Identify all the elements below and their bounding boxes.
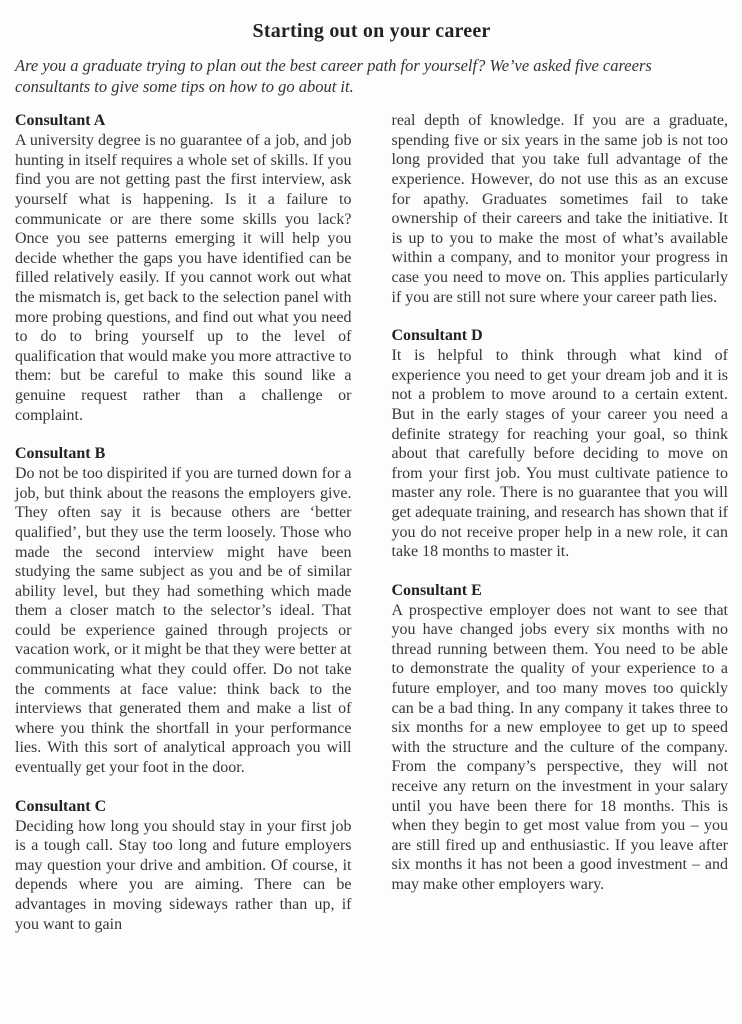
consultant-c-continued-text: real depth of knowledge. If you are a graduate, spending five or six years in the same job is not too long provided that you take full advantage of the experience. However, do not use this as an excuse for apathy. Graduates sometimes fail to take ownership of their careers and take the initiative. It is up to you to make the most of what’s available within a company, and to monitor your progress in case you need to move on. This applies particularly if you are still not sure where your career path lies.: [391, 112, 728, 306]
section-consultant-c: [15, 797, 352, 935]
consultant-b-text: Do not be too dispirited if you are turned down for a job, but think about the reasons the employers give. They often say it is because others are ‘better qualified’, but they use the term loosely. Those who made the second interview might have been studying the same subject as you and be of similar ability level, but they had something which made them a closer match to the selector’s ideal. That could be experience gained through projects or vacation work, or it might be that they were better at communicating what they could offer. Do not take the comments at face value: think back to the interviews that generated them and make a list of where you think the shortfall in your performance lies. With this sort of analytical approach you will eventually get your foot in the door.: [15, 465, 352, 777]
section-consultant-d: [392, 326, 729, 562]
consultant-b-heading: Consultant B: [15, 445, 106, 463]
intro-text: Are you a graduate trying to plan out the best career path for yourself? We’ve asked five careers consultants to give some tips on how to go about it.: [15, 56, 652, 97]
consultant-c-heading: Consultant C: [15, 797, 107, 815]
consultant-c-text: Deciding how long you should stay in your first job is a tough call. Stay too long and future employers may question your drive and ambition. Of course, it depends where you are aiming. There can be advantages in moving sideways rather than up, if you want to gain: [15, 817, 352, 933]
two-column-layout: [15, 111, 728, 953]
consultant-a-heading: Consultant A: [15, 112, 106, 130]
section-consultant-b: [15, 444, 352, 778]
section-consultant-e: [392, 581, 729, 895]
consultant-e-text: A prospective employer does not want to see that you have changed jobs every six months with no thread running between them. You need to be able to demonstrate the quality of your experience to a future employer, and too many moves too quickly can be a bad thing. In any company it takes three to six months for a new employee to get up to speed with the structure and the culture of the company. From the company’s perspective, they will not receive any return on the investment in your salary until you have been there for 18 months. This is when they begin to get most value from you – you are still fired up and enthusiastic. If you leave after six months it has not been a good investment – and may make other employers wary.: [391, 601, 728, 893]
consultant-e-heading: Consultant E: [391, 581, 482, 599]
page-title: Starting out on your career: [252, 20, 491, 42]
right-column: [392, 111, 729, 953]
section-consultant-c-continuation: [392, 111, 729, 307]
consultant-d-text: It is helpful to think through what kind of experience you need to get your dream job and it is not a problem to move around to a certain extent. But in the early stages of your career you need a definite strategy for reaching your goal, so think about that carefully before deciding to move on from your first job. You must cultivate patience to master any role. There is no guarantee that you will get adequate training, and research has shown that if you do not receive proper help in a new role, it can take 18 months to master it.: [391, 347, 728, 561]
left-column: [15, 111, 352, 953]
consultant-a-text: A university degree is no guarantee of a job, and job hunting in itself requires a whole set of skills. If you find you are not getting past the first interview, ask yourself what is happening. Is it a failure to communicate or are there some skills you lack? Once you see patterns emerging it will help you decide whether the gaps you have identified can be filled relatively easily. If you cannot work out what the mismatch is, get back to the selection panel with more probing questions, and find out what you need to do to bring yourself up to the level of qualification that would make you more attractive to them: but be careful to make this sound like a genuine request rather than a challenge or complaint.: [15, 132, 352, 424]
section-consultant-a: [15, 111, 352, 425]
consultant-d-heading: Consultant D: [391, 327, 483, 345]
